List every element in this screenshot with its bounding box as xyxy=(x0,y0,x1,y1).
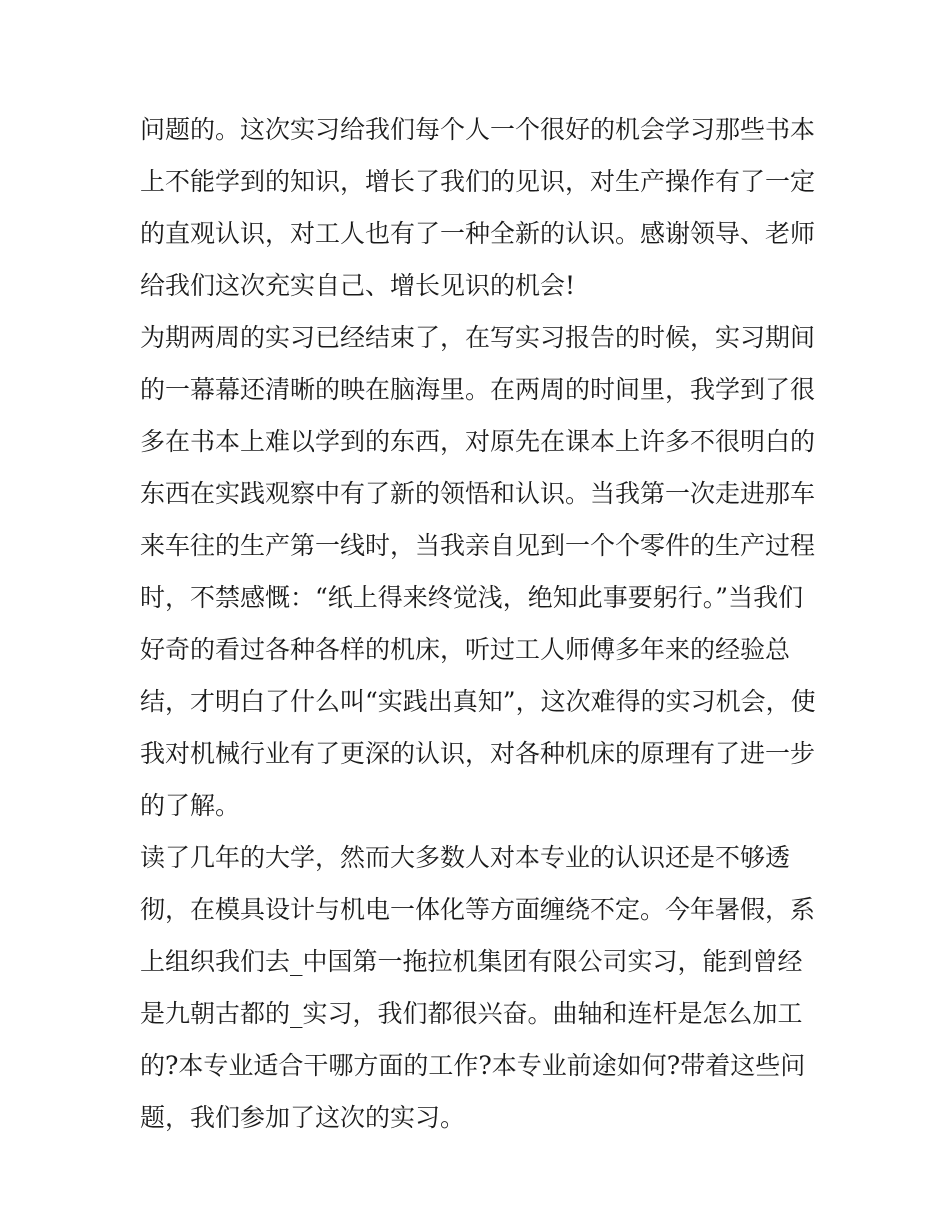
text-line: 来车往的生产第一线时，当我亲自见到一个个零件的生产过程 xyxy=(140,531,816,560)
text-line: 东西在实践观察中有了新的领悟和认识。当我第一次走进那车 xyxy=(140,479,816,508)
text-line: 的?本专业适合干哪方面的工作?本专业前途如何?带着这些问 xyxy=(140,1051,806,1080)
text-line: 为期两周的实习已经结束了，在写实习报告的时候，实习期间 xyxy=(140,323,816,352)
document-body xyxy=(140,104,820,1144)
text-line: 的了解。 xyxy=(140,791,241,820)
text-line: 读了几年的大学，然而大多数人对本专业的认识还是不够透 xyxy=(140,843,791,872)
text-line: 上组织我们去_中国第一拖拉机集团有限公司实习，能到曾经 xyxy=(140,947,803,976)
text-line: 题，我们参加了这次的实习。 xyxy=(140,1103,466,1132)
text-line: 是九朝古都的_实习，我们都很兴奋。曲轴和连杆是怎么加工 xyxy=(140,999,803,1028)
text-line: 结，才明白了什么叫“实践出真知”，这次难得的实习机会，使 xyxy=(140,687,816,716)
paragraph-2 xyxy=(140,312,820,832)
text-line: 上不能学到的知识，增长了我们的见识，对生产操作有了一定 xyxy=(140,167,816,196)
text-line: 问题的。这次实习给我们每个人一个很好的机会学习那些书本 xyxy=(140,115,816,144)
text-line: 多在书本上难以学到的东西，对原先在课本上许多不很明白的 xyxy=(140,427,816,456)
text-line: 给我们这次充实自己、增长见识的机会! xyxy=(140,271,576,300)
text-line: 时，不禁感慨：“纸上得来终觉浅，绝知此事要躬行。”当我们 xyxy=(140,583,804,612)
text-line: 的直观认识，对工人也有了一种全新的认识。感谢领导、老师 xyxy=(140,219,816,248)
paragraph-3 xyxy=(140,832,820,1144)
text-line: 好奇的看过各种各样的机床，听过工人师傅多年来的经验总 xyxy=(140,635,791,664)
text-line: 彻，在模具设计与机电一体化等方面缠绕不定。今年暑假，系 xyxy=(140,895,816,924)
paragraph-1 xyxy=(140,104,820,312)
text-line: 我对机械行业有了更深的认识，对各种机床的原理有了进一步 xyxy=(140,739,816,768)
text-line: 的一幕幕还清晰的映在脑海里。在两周的时间里，我学到了很 xyxy=(140,375,816,404)
